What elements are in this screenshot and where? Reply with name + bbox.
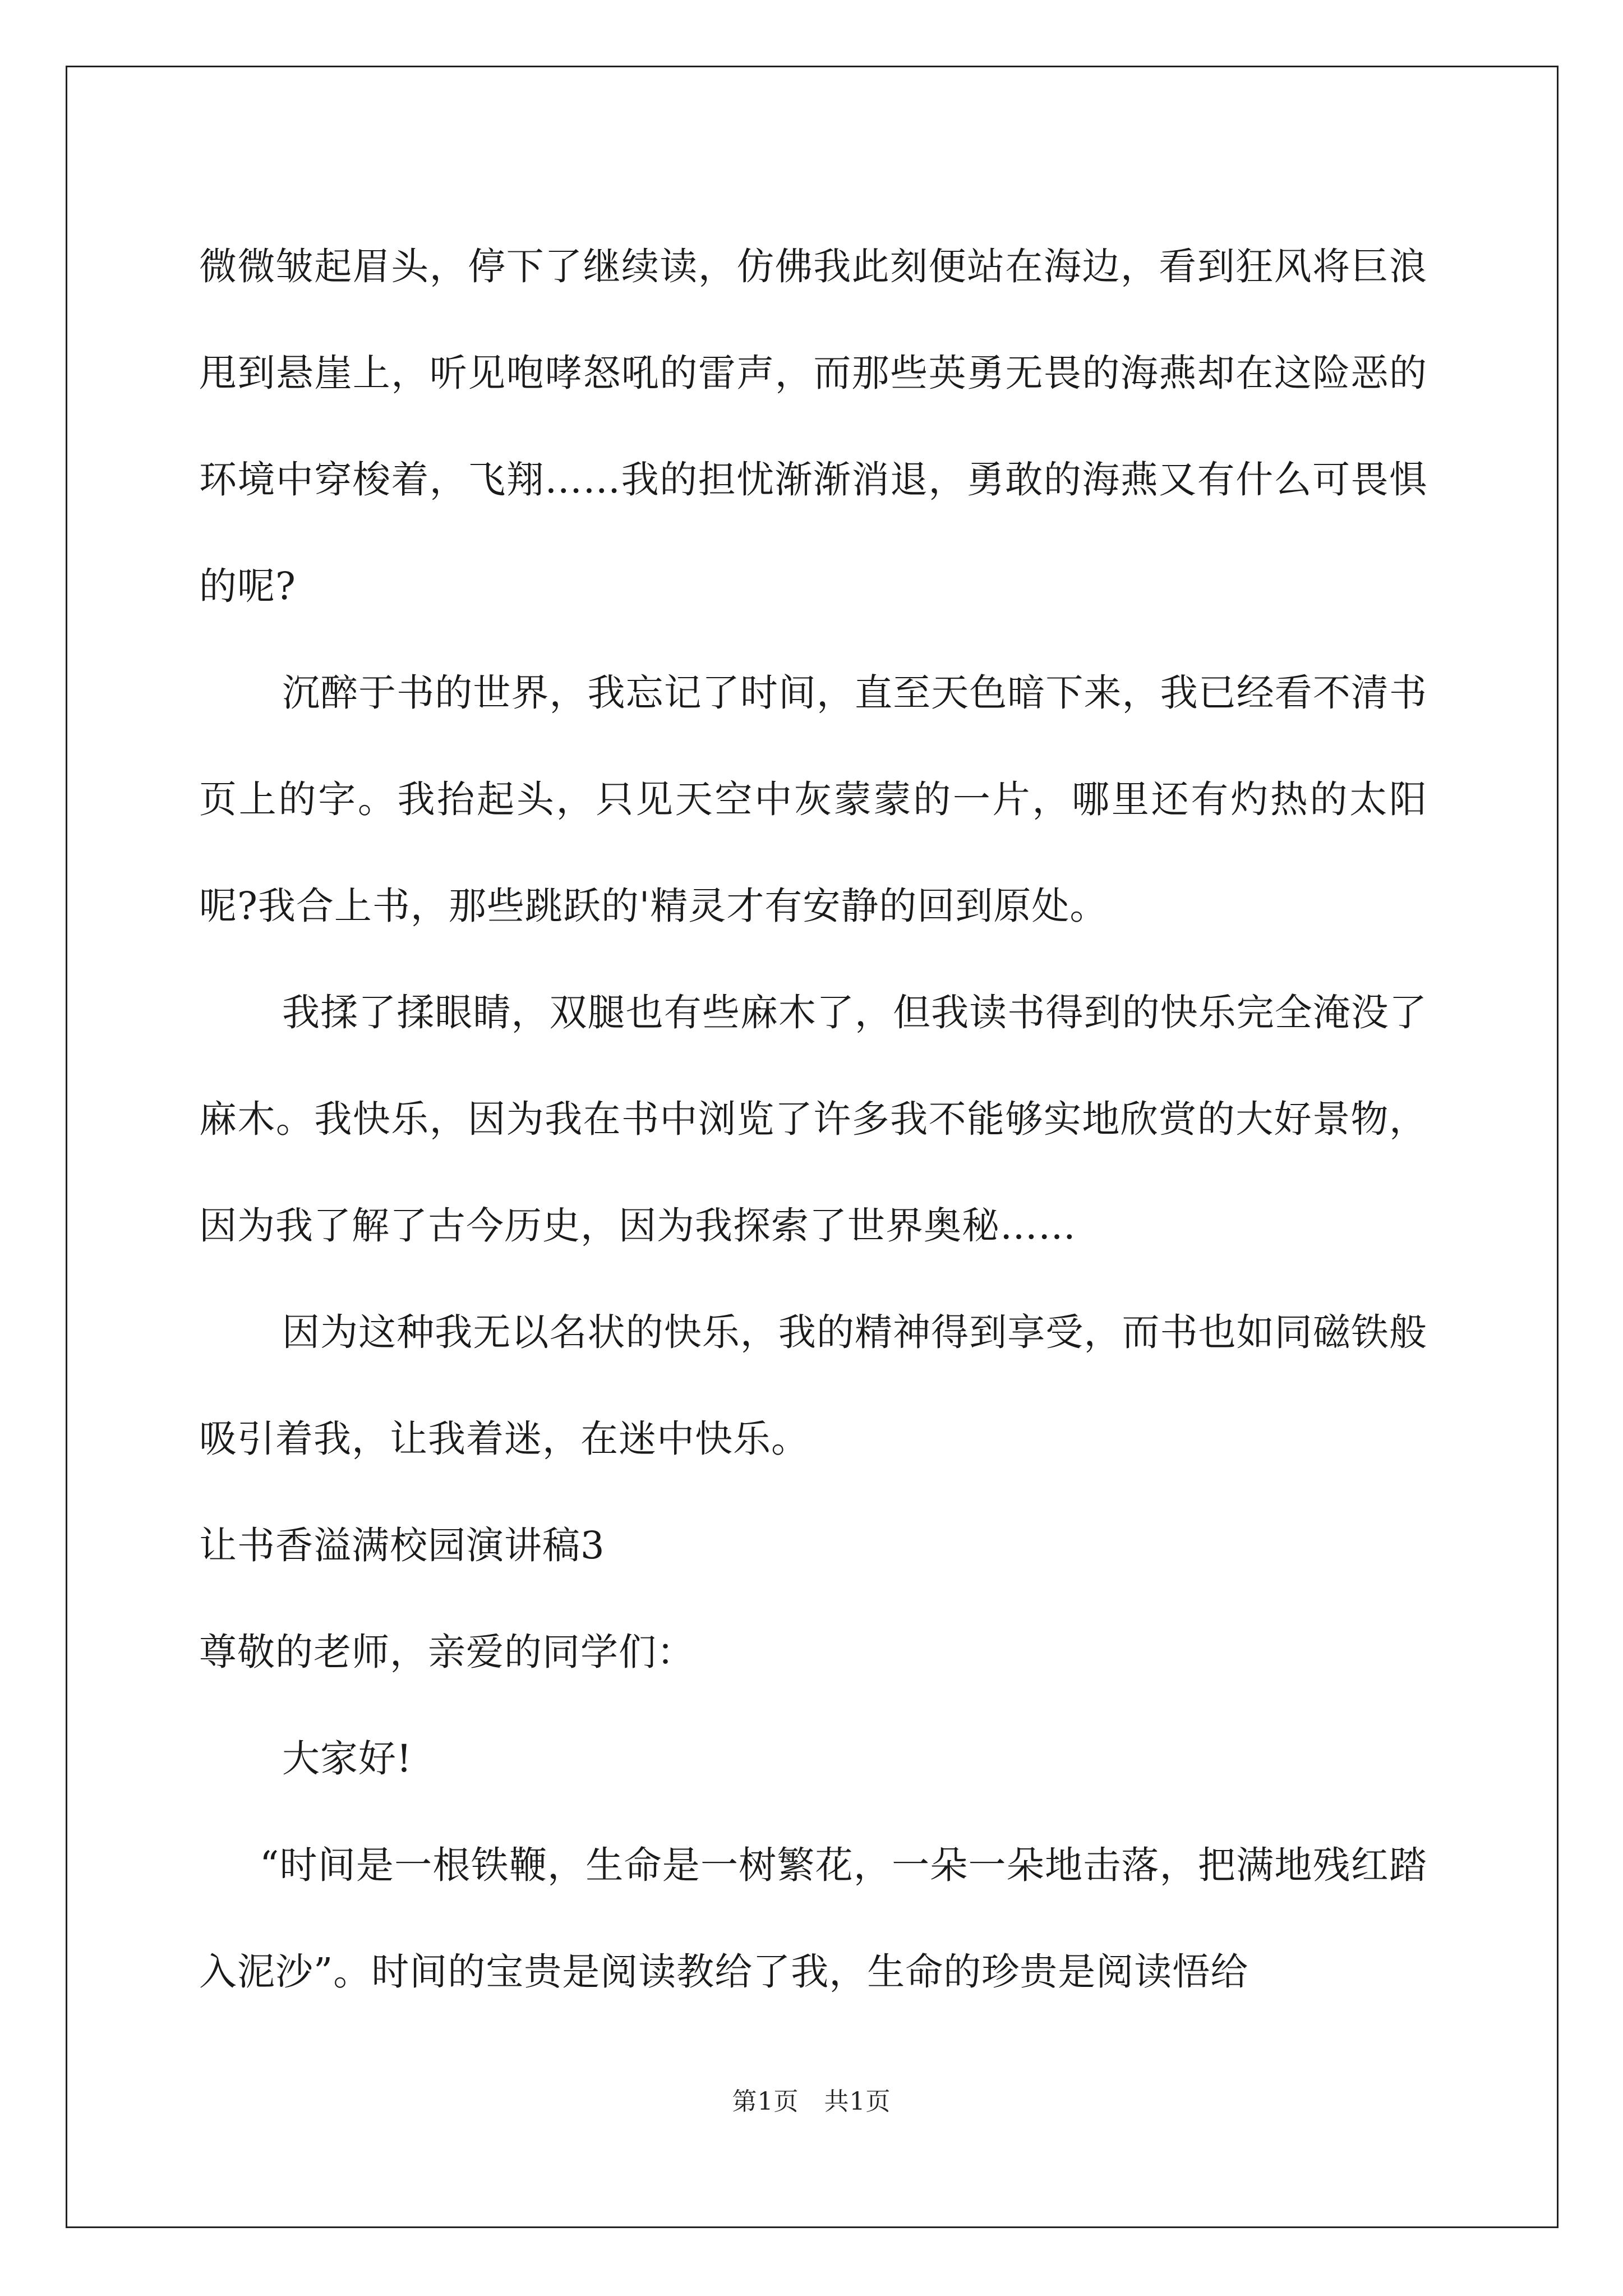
page-number-footer: 第1页 共1页 <box>732 2087 891 2116</box>
paragraph-time-quote: “时间是一根铁鞭，生命是一树繁花，一朵一朵地击落，把满地残红踏入泥沙”。时间的宝贵是阅读教给了我，生命的珍贵是阅读悟给 <box>199 1843 1427 1994</box>
section-title: 让书香溢满校园演讲稿3 <box>199 1524 605 1567</box>
paragraph-lost-in-books: 沉醉于书的世界，我忘记了时间，直至天色暗下来，我已经看不清书页上的字。我抬起头，只见天空中灰蒙蒙的一片，哪里还有灼热的太阳呢?我合上书，那些跳跃的'精灵才有安静的回到原处。 <box>199 671 1427 928</box>
paragraph-indescribable-joy: 因为这种我无以名状的快乐，我的精神得到享受，而书也如同磁铁般吸引着我，让我着迷，在迷中快乐。 <box>199 1310 1427 1461</box>
greeting: 大家好! <box>282 1737 412 1780</box>
paragraph-joy-of-reading: 我揉了揉眼睛，双腿也有些麻木了，但我读书得到的快乐完全淹没了麻木。我快乐，因为我在书中浏览了许多我不能够实地欣赏的大好景物，因为我了解了古今历史，因为我探索了世界奥秘…… <box>199 991 1427 1248</box>
paragraph-seagull: 微微皱起眉头，停下了继续读，仿佛我此刻便站在海边，看到狂风将巨浪甩到悬崖上，听见咆哮怒吼的雷声，而那些英勇无畏的海燕却在这险恶的环境中穿梭着，飞翔……我的担忧渐渐消退，勇敢的海燕又有什么可畏惧的呢? <box>199 245 1427 608</box>
document-body <box>199 213 1427 2025</box>
salutation: 尊敬的老师，亲爱的同学们： <box>199 1630 695 1674</box>
